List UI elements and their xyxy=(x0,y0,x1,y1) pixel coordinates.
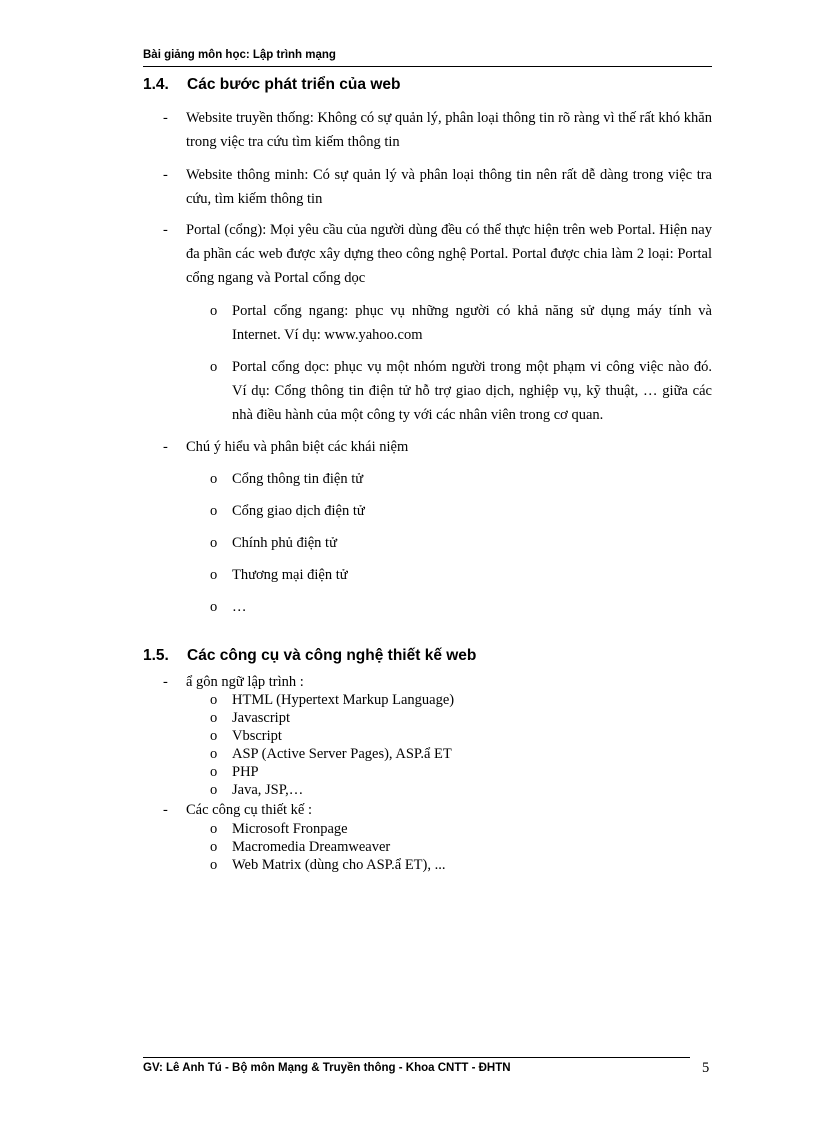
bullet-dash: - xyxy=(163,674,168,690)
sub-bullet-circle: o xyxy=(210,782,218,798)
tool-item: Web Matrix (dùng cho ASP.ẩ ET), ... xyxy=(232,857,446,873)
concept-item: Cổng thông tin điện tử xyxy=(232,471,364,487)
concept-item: Cổng giao dịch điện tử xyxy=(232,503,365,519)
sub-bullet-circle: o xyxy=(210,728,218,744)
section-number: 1.5. xyxy=(143,647,169,664)
sub-bullet-circle: o xyxy=(210,503,218,519)
sub-item-horizontal-portal: Portal cổng ngang: phục vụ những người có khả năng sử dụng máy tính và Internet. Ví dụ: www.yahoo.com xyxy=(232,303,712,343)
sub-bullet-circle: o xyxy=(210,303,218,319)
sub-bullet-circle: o xyxy=(210,471,218,487)
bullet-dash: - xyxy=(163,802,168,818)
list-item-traditional-website: Website truyền thống: Không có sự quản lý, phân loại thông tin rõ ràng vì thế rất khó khăn trong việc tra cứu tìm kiếm thông tin xyxy=(186,110,712,150)
sub-item-vertical-portal: Portal cổng dọc: phục vụ một nhóm người trong một phạm vi công việc nào đó. Ví dụ: Cổng thông tin điện tử hỗ trợ giao dịch, nghiệp vụ, kỹ thuật, … giữa các nhà điều hành của một công ty với các nhân viên trong cơ quan. xyxy=(232,359,712,423)
language-item: PHP xyxy=(232,764,259,780)
section-heading-1-4 xyxy=(143,76,400,94)
bullet-dash: - xyxy=(163,439,168,455)
footer-rule xyxy=(143,1057,690,1058)
tools-label: Các công cụ thiết kế : xyxy=(186,802,313,818)
bullet-dash: - xyxy=(163,110,168,126)
bullet-dash: - xyxy=(163,222,168,238)
list-item-smart-website: Website thông minh: Có sự quản lý và phân loại thông tin nên rất dễ dàng trong việc tra cứu, tìm kiếm thông tin xyxy=(186,167,712,207)
language-item: Vbscript xyxy=(232,728,282,744)
concept-item: … xyxy=(232,599,247,615)
language-item: Java, JSP,… xyxy=(232,782,304,798)
section-title: Các bước phát triển của web xyxy=(187,76,401,93)
page-header: Bài giảng môn học: Lập trình mạng xyxy=(143,49,336,61)
concept-item: Thương mại điện tử xyxy=(232,567,348,583)
section-title: Các công cụ và công nghệ thiết kế web xyxy=(187,647,477,664)
sub-bullet-circle: o xyxy=(210,535,218,551)
language-item: HTML (Hypertext Markup Language) xyxy=(232,692,455,708)
list-item-portal: Portal (cổng): Mọi yêu cầu của người dùng đều có thể thực hiện trên web Portal. Hiện nay đa phần các web được xây dựng theo công nghệ Portal. Portal được chia làm 2 loại: Portal cổng ngang và Portal cổng dọc xyxy=(186,222,712,286)
concept-item: Chính phủ điện tử xyxy=(232,535,337,551)
sub-bullet-circle: o xyxy=(210,710,218,726)
tool-item: Microsoft Fronpage xyxy=(232,821,348,837)
sub-bullet-circle: o xyxy=(210,599,218,615)
page-footer: GV: Lê Anh Tú - Bộ môn Mạng & Truyền thông - Khoa CNTT - ĐHTN xyxy=(143,1062,511,1074)
sub-bullet-circle: o xyxy=(210,746,218,762)
bullet-dash: - xyxy=(163,167,168,183)
language-item: ASP (Active Server Pages), ASP.ẩ ET xyxy=(232,746,452,762)
tool-item: Macromedia Dreamweaver xyxy=(232,839,391,855)
sub-bullet-circle: o xyxy=(210,857,218,873)
section-heading-1-5 xyxy=(143,647,476,665)
sub-bullet-circle: o xyxy=(210,567,218,583)
sub-bullet-circle: o xyxy=(210,692,218,708)
sub-bullet-circle: o xyxy=(210,359,218,375)
sub-bullet-circle: o xyxy=(210,839,218,855)
page-number: 5 xyxy=(702,1060,710,1076)
section-number: 1.4. xyxy=(143,76,169,93)
sub-bullet-circle: o xyxy=(210,821,218,837)
header-rule xyxy=(143,66,712,67)
list-item-concepts: Chú ý hiểu và phân biệt các khái niệm xyxy=(186,439,409,455)
language-item: Javascript xyxy=(232,710,290,726)
languages-label: ẩ gôn ngữ lập trình : xyxy=(186,674,304,690)
sub-bullet-circle: o xyxy=(210,764,218,780)
